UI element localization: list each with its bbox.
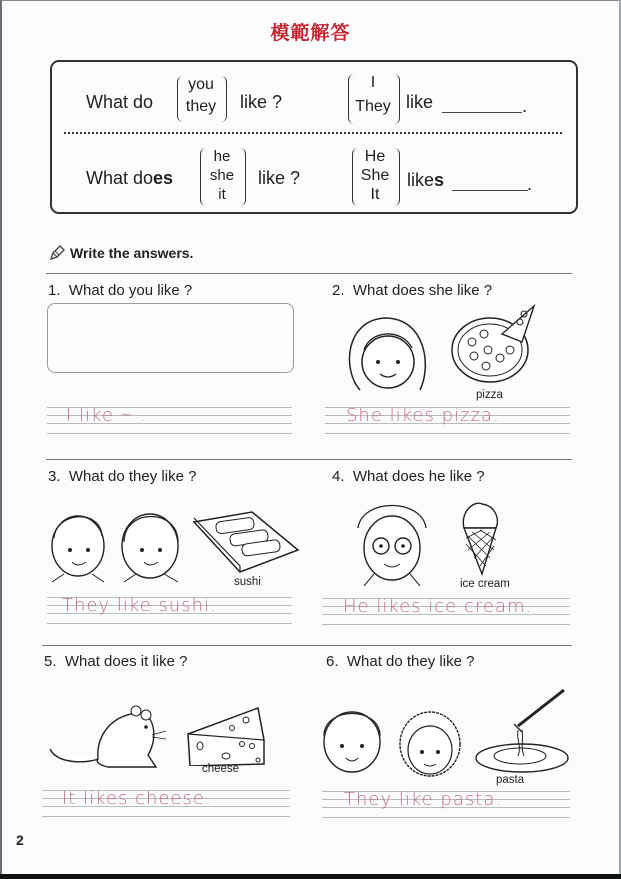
answer-4: He likes ice cream. [343, 596, 533, 617]
page-number: 2 [16, 832, 24, 848]
mouse-illustration [48, 705, 168, 771]
answer-period: . [522, 96, 528, 116]
free-answer-box[interactable] [47, 303, 294, 373]
question-suffix: like ? [258, 168, 301, 188]
answer-subject-it: It [370, 186, 380, 203]
section-divider [46, 273, 572, 274]
question-4: 4. What does he like ? [332, 468, 485, 485]
cheese-illustration [186, 706, 266, 766]
ice-cream-illustration [460, 500, 500, 576]
sushi-illustration [192, 510, 300, 574]
question-prefix: What do [86, 168, 154, 188]
caption-pizza: pizza [476, 389, 503, 401]
pencil-icon [48, 244, 66, 262]
girl-face-illustration [340, 310, 440, 392]
answer-3: They like sushi. [62, 595, 217, 616]
page-title: 模範解答 [270, 22, 351, 44]
question-6: 6. What do they like ? [326, 653, 475, 670]
answer-5: It likes cheese. [62, 788, 212, 809]
question-3: 3. What do they like ? [48, 468, 197, 485]
answer-blank [452, 190, 528, 191]
subject-it: it [218, 186, 226, 203]
grammar-question-2 [86, 168, 173, 189]
caption-sushi: sushi [234, 576, 261, 588]
answer-blank [442, 112, 522, 113]
question-1: 1. What do you like ? [48, 282, 193, 299]
answer-subject-i: I [370, 74, 376, 91]
pasta-illustration [470, 686, 574, 776]
pizza-illustration [450, 304, 536, 384]
subject-you: you [188, 76, 214, 93]
answer-subject-they: They [355, 98, 391, 115]
answer-period: . [527, 174, 533, 194]
question-2: 2. What does she like ? [332, 282, 493, 299]
subject-he: he [213, 148, 231, 165]
caption-pasta: pasta [496, 774, 525, 786]
boy-with-glasses-illustration [350, 498, 434, 588]
two-kids-illustration [316, 706, 472, 778]
subject-they: they [185, 98, 217, 115]
caption-ice-cream: ice cream [460, 578, 510, 590]
answer-verb [407, 170, 444, 191]
dotted-divider [64, 132, 562, 134]
caption-cheese: cheese [202, 763, 240, 775]
question-prefix: What do [86, 92, 154, 112]
answer-verb-stem: like [407, 170, 435, 190]
answer-subject-she: She [360, 167, 390, 184]
answer-subject-he: He [364, 148, 386, 165]
section-heading [48, 244, 193, 262]
question-5: 5. What does it like ? [44, 653, 188, 670]
question-suffix: like ? [240, 92, 283, 112]
answer-6: They like pasta. [344, 789, 503, 810]
bottom-border [0, 874, 621, 879]
answer-2: She likes pizza. [346, 405, 500, 426]
section-heading-text: Write the answers. [70, 245, 194, 261]
answer-verb: like [406, 92, 434, 112]
row-divider-1 [46, 459, 572, 460]
row-divider-2 [42, 645, 572, 646]
grammar-question-1 [86, 92, 153, 113]
answer-1: I like ∼ . [66, 405, 147, 426]
answer-verb-suffix: s [434, 170, 445, 190]
two-children-illustration [44, 502, 194, 584]
subject-she: she [209, 167, 235, 184]
grammar-box [50, 60, 578, 214]
question-prefix-bold: es [153, 168, 174, 188]
